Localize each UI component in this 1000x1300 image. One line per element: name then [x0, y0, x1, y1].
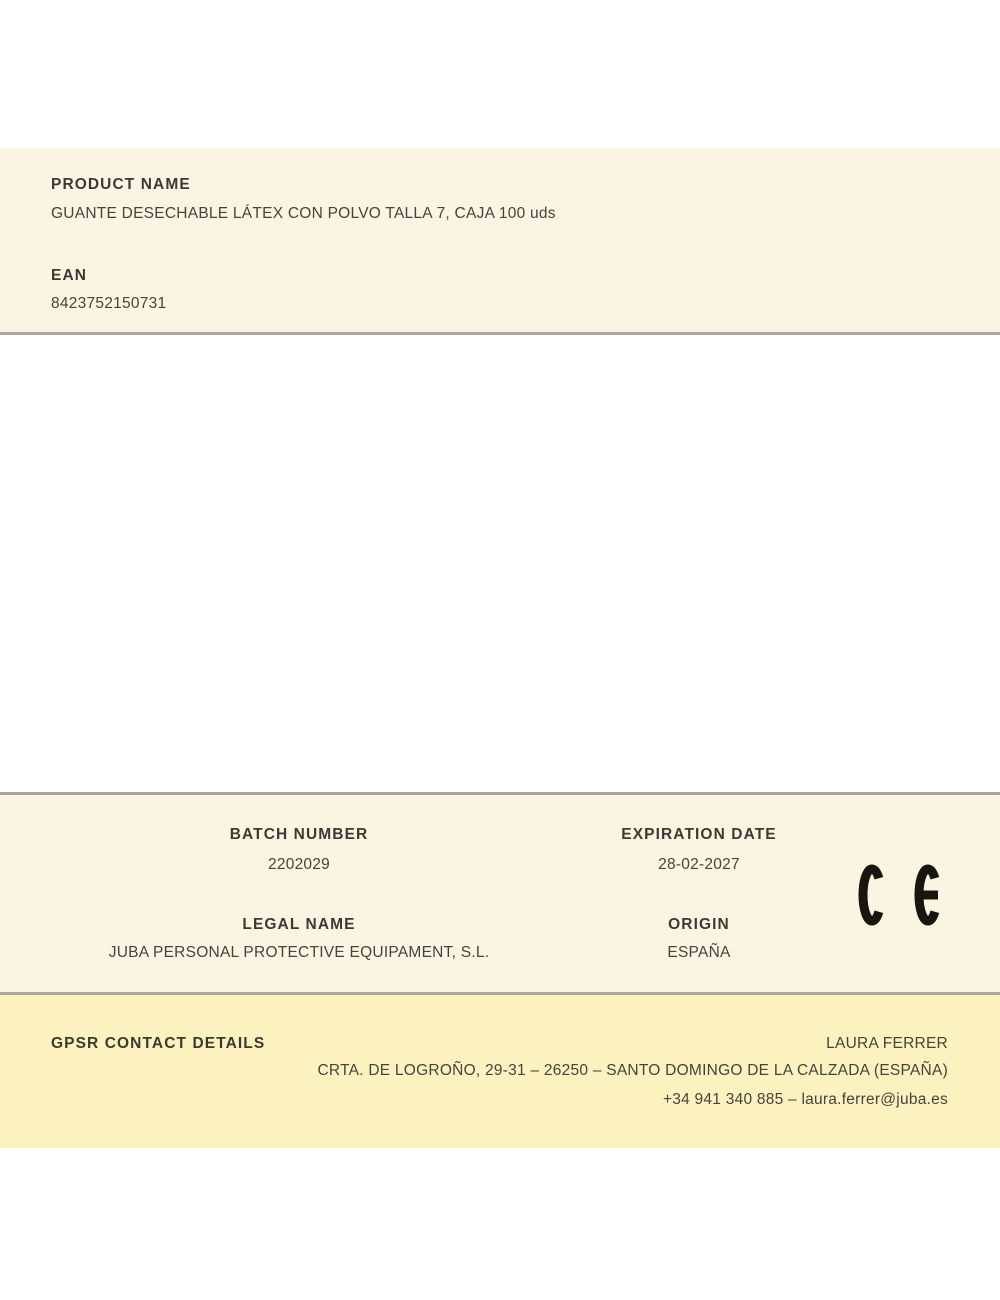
- expiration-origin-column: [549, 795, 849, 992]
- product-info-panel: [0, 148, 1000, 335]
- gpsr-contact-name: LAURA FERRER: [826, 1035, 948, 1052]
- origin-label: ORIGIN: [668, 916, 730, 933]
- batch-number-label: BATCH NUMBER: [229, 826, 369, 843]
- batch-legal-column: [49, 795, 549, 992]
- batch-info-panel: [0, 792, 1000, 992]
- ean-value: 8423752150731: [51, 295, 167, 312]
- product-name-value: GUANTE DESECHABLE LÁTEX CON POLVO TALLA 7, CAJA 100 uds: [51, 205, 556, 222]
- batch-number-value: 2202029: [267, 856, 331, 873]
- gpsr-contact-phone-email: +34 941 340 885 – laura.ferrer@juba.es: [662, 1091, 948, 1108]
- gpsr-contact-title: GPSR CONTACT DETAILS: [51, 1035, 266, 1052]
- origin-value: ESPAÑA: [667, 944, 731, 961]
- legal-name-value: JUBA PERSONAL PROTECTIVE EQUIPAMENT, S.L.: [108, 944, 490, 961]
- gpsr-contact-address: CRTA. DE LOGROÑO, 29-31 – 26250 – SANTO DOMINGO DE LA CALZADA (ESPAÑA): [317, 1062, 948, 1079]
- product-name-label: PRODUCT NAME: [51, 176, 191, 193]
- expiration-date-label: EXPIRATION DATE: [621, 826, 777, 843]
- expiration-date-value: 28-02-2027: [658, 856, 740, 873]
- gpsr-contact-panel: [0, 992, 1000, 1148]
- ce-mark-icon: [858, 864, 944, 926]
- legal-name-label: LEGAL NAME: [242, 916, 356, 933]
- ean-label: EAN: [51, 267, 88, 284]
